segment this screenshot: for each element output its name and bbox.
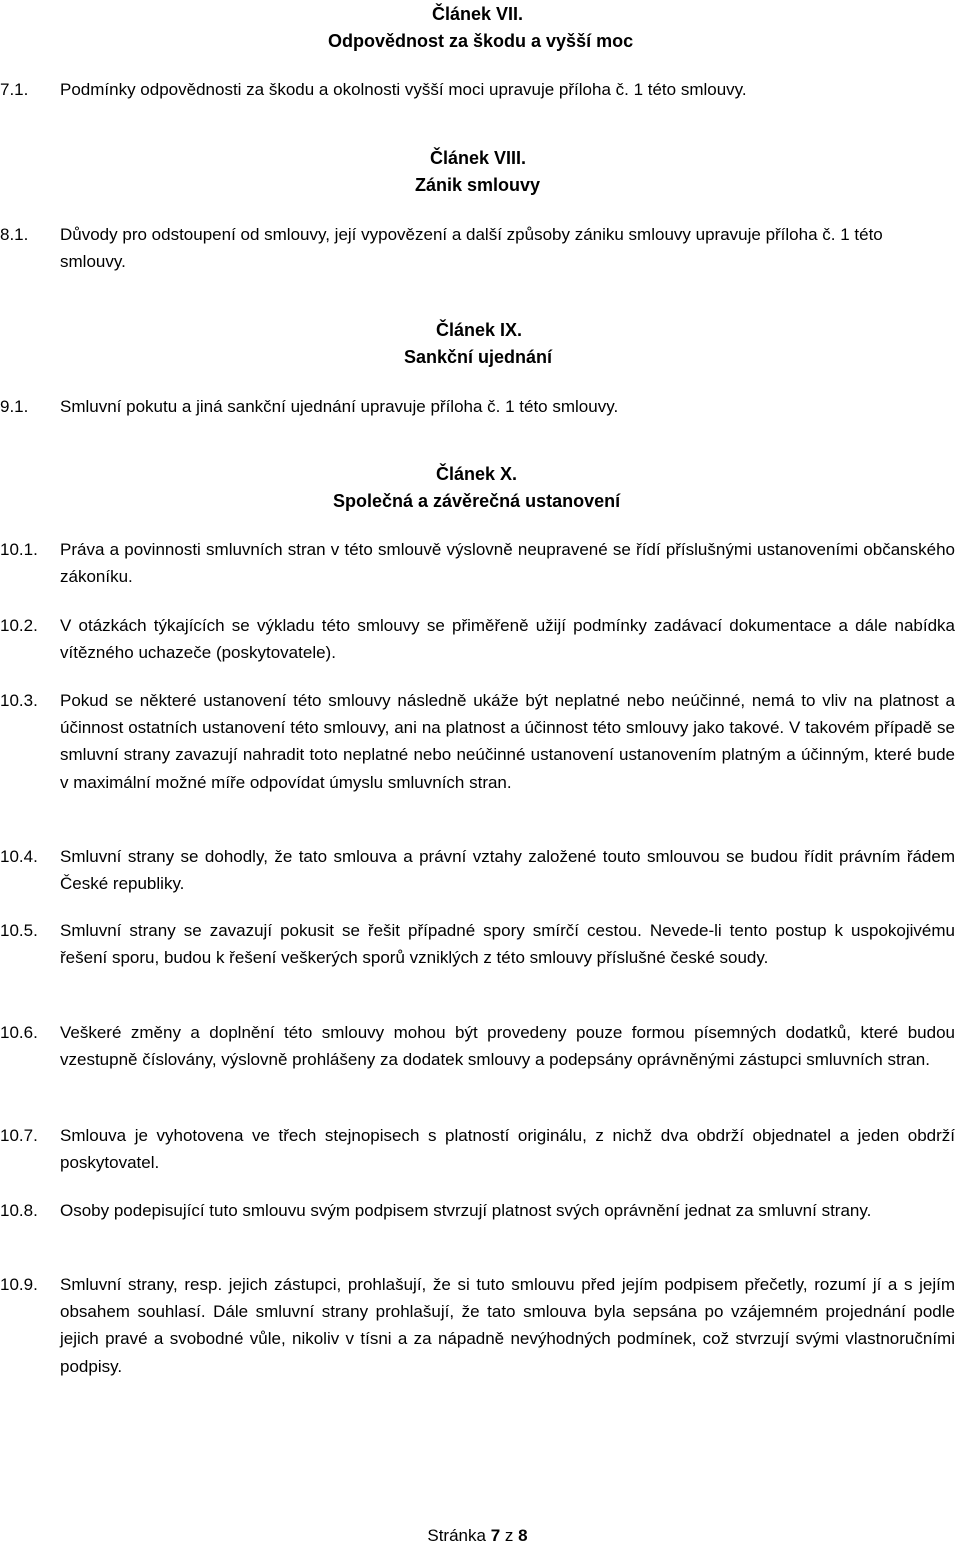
clause-number: 10.6. <box>0 1023 38 1042</box>
article-9-label: Článek IX. <box>436 320 523 340</box>
footer-prefix: Stránka <box>427 1526 486 1545</box>
clause-text: Smluvní strany se dohodly, že tato smlouva a právní vztahy založené touto smlouvou se budou řídit právním řádem České republiky. <box>60 847 955 894</box>
clause-text: Osoby podepisující tuto smlouvu svým podpisem stvrzují platnost svých oprávnění jednat za smluvní strany. <box>60 1201 872 1220</box>
clause-number: 10.9. <box>0 1275 38 1294</box>
clause-number: 10.2. <box>0 616 38 635</box>
clause-10-1 <box>0 536 955 590</box>
clause-number: 10.3. <box>0 691 38 710</box>
clause-text: V otázkách týkajících se výkladu této smlouvy se přiměřeně užijí podmínky zadávací dokumentace a dále nabídka vítězného uchazeče (poskytovatele). <box>60 616 955 663</box>
clause-number: 10.4. <box>0 847 38 866</box>
article-8-label: Článek VIII. <box>430 148 527 168</box>
clause-text: Důvody pro odstoupení od smlouvy, její vypovězení a další způsoby zániku smlouvy upravuje příloha č. 1 této smlouvy. <box>60 225 883 272</box>
clause-text: Veškeré změny a doplnění této smlouvy mohou být provedeny pouze formou písemných dodatků, které budou vzestupně číslovány, výslovně prohlášeny za dodatek smlouvy a podepsány oprávněnými zástupci smluvních stran. <box>60 1023 955 1070</box>
article-10-title: Společná a závěrečná ustanovení <box>333 491 621 511</box>
article-9-title: Sankční ujednání <box>404 347 553 367</box>
clause-text: Smlouva je vyhotovena ve třech stejnopisech s platností originálu, z nichž dva obdrží objednatel a jeden obdrží poskytovatel. <box>60 1126 955 1173</box>
clause-number: 10.8. <box>0 1201 38 1220</box>
clause-text: Pokud se některé ustanovení této smlouvy následně ukáže být neplatné nebo neúčinné, nemá to vliv na platnost a účinnost ostatních ustanovení této smlouvy, ani na platnost a účinnost této smlouvy jako takové. V takovém případě se smluvní strany zavazují nahradit toto neplatné nebo neúčinné ustanovení ustanovením platným a účinným, které bude v maximální možné míře odpovídat úmyslu smluvních stran. <box>60 691 955 792</box>
clause-number: 10.1. <box>0 540 38 559</box>
clause-number: 10.7. <box>0 1126 38 1145</box>
clause-number: 10.5. <box>0 921 38 940</box>
clause-number: 9.1. <box>0 397 29 416</box>
article-10-label: Článek X. <box>436 464 518 484</box>
clause-text: Smluvní strany se zavazují pokusit se řešit případné spory smírčí cestou. Nevede-li tento postup k uspokojivému řešení sporu, budou k řešení veškerých sporů vzniklých z této smlouvy příslušné české soudy. <box>60 921 955 968</box>
clause-text: Práva a povinnosti smluvních stran v této smlouvě výslovně neupravené se řídí příslušnými ustanoveními občanského zákoníku. <box>60 540 955 587</box>
footer-page-number: 7 <box>490 1526 501 1545</box>
clause-10-5 <box>0 917 955 971</box>
clause-number: 7.1. <box>0 80 29 99</box>
clause-10-4 <box>0 843 955 897</box>
article-8-title: Zánik smlouvy <box>415 175 541 195</box>
clause-10-7 <box>0 1122 955 1176</box>
article-7-title: Odpovědnost za škodu a vyšší moc <box>328 31 634 51</box>
article-7-label: Článek VII. <box>432 4 524 24</box>
clause-10-6 <box>0 1019 955 1073</box>
footer-separator: z <box>504 1526 514 1545</box>
clause-10-3 <box>0 687 955 796</box>
clause-text: Smluvní strany, resp. jejich zástupci, prohlašují, že si tuto smlouvu před jejím podpisem přečetly, rozumí jí a s jejím obsahem souhlasí. Dále smluvní strany prohlašují, že tato smlouva byla sepsána po vzájemném projednání podle jejich pravé a svobodné vůle, nikoliv v tísni a za nápadně nevýhodných podmínek, což stvrzují svými vlastnoručními podpisy. <box>60 1275 955 1376</box>
footer-page-total: 8 <box>518 1526 528 1545</box>
clause-10-9 <box>0 1271 955 1380</box>
clause-number: 8.1. <box>0 225 29 244</box>
clause-9-1 <box>0 393 955 420</box>
clause-8-1 <box>0 221 955 275</box>
page-footer <box>0 1524 955 1548</box>
clause-text: Smluvní pokutu a jiná sankční ujednání upravuje příloha č. 1 této smlouvy. <box>60 397 619 416</box>
clause-7-1 <box>0 76 955 103</box>
clause-text: Podmínky odpovědnosti za škodu a okolnosti vyšší moci upravuje příloha č. 1 této smlouvy. <box>60 80 747 99</box>
clause-10-8 <box>0 1197 955 1224</box>
clause-10-2 <box>0 612 955 666</box>
